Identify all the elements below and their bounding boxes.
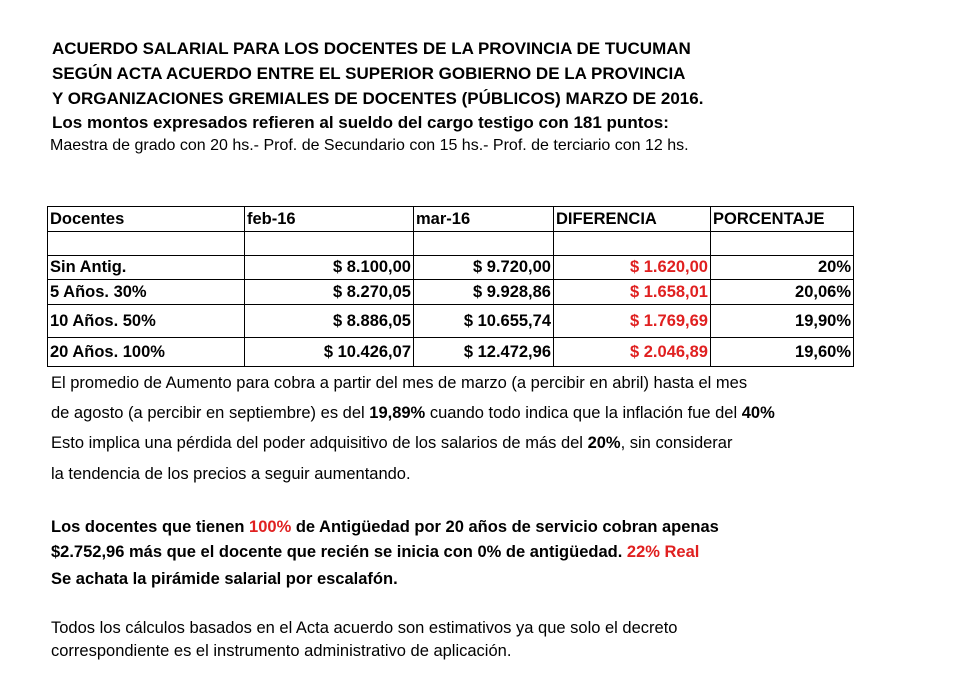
row-label: 10 Años. 50% [48,305,245,338]
empty-cell [245,232,414,256]
header-docentes: Docentes [48,207,245,232]
row-label: 20 Años. 100% [48,338,245,367]
paragraph-1-line-1: El promedio de Aumento para cobra a partir del mes de marzo (a percibir en abril) hasta el mes [51,374,748,392]
percent-value: 20,06% [711,280,854,305]
text-span: Esto implica una pérdida del poder adquisitivo de los salarios de más del [51,434,588,452]
paragraph-1-line-2 [51,404,775,423]
header-mar: mar-16 [414,207,554,232]
title-line-3: Y ORGANIZACIONES GREMIALES DE DOCENTES (PÚBLICOS) MARZO DE 2016. [52,89,704,108]
percent-value: 19,90% [711,305,854,338]
text-span: $2.752,96 más que el docente que recién se inicia con 0% de antigüedad. [51,543,627,561]
paragraph-3-line-2: correspondiente es el instrumento administrativo de aplicación. [51,642,512,660]
diff-value: $ 1.658,01 [554,280,711,305]
empty-cell [711,232,854,256]
title-line-1: ACUERDO SALARIAL PARA LOS DOCENTES DE LA PROVINCIA DE TUCUMAN [52,39,691,58]
table-empty-row [48,232,854,256]
title-line-2: SEGÚN ACTA ACUERDO ENTRE EL SUPERIOR GOBIERNO DE LA PROVINCIA [52,64,686,83]
table-row [48,280,854,305]
header-feb: feb-16 [245,207,414,232]
feb-value: $ 8.100,00 [245,256,414,280]
text-span: , sin considerar [620,434,733,452]
paragraph-2-line-1 [51,518,719,537]
empty-cell [48,232,245,256]
inflation-value: 40% [741,404,775,422]
loss-value: 20% [587,434,621,452]
percent-value: 20% [711,256,854,280]
diff-value: $ 1.769,69 [554,305,711,338]
text-span: Los docentes que tienen [51,518,250,536]
text-span: cuando todo indica que la inflación fue del [425,404,742,422]
text-span: de agosto (a percibir en septiembre) es del [51,404,370,422]
header-porcentaje: PORCENTAJE [711,207,854,232]
table-row [48,338,854,367]
feb-value: $ 8.270,05 [245,280,414,305]
title-line-4: Los montos expresados refieren al sueldo del cargo testigo con 181 puntos: [52,113,669,132]
mar-value: $ 9.928,86 [414,280,554,305]
paragraph-1-line-4: la tendencia de los precios a seguir aumentando. [51,465,411,483]
subtitle-line: Maestra de grado con 20 hs.- Prof. de Secundario con 15 hs.- Prof. de terciario con 12 hs. [50,137,689,154]
table-header-row [48,207,854,232]
empty-cell [554,232,711,256]
average-increase: 19,89% [369,404,426,422]
feb-value: $ 10.426,07 [245,338,414,367]
table-row [48,256,854,280]
paragraph-1-line-3 [51,434,732,453]
percent-value: 19,60% [711,338,854,367]
row-label: 5 Años. 30% [48,280,245,305]
text-span: de Antigüedad por 20 años de servicio cobran apenas [291,518,719,536]
paragraph-2-line-2 [51,543,699,562]
row-label: Sin Antig. [48,256,245,280]
salary-table [47,206,854,367]
table-row [48,305,854,338]
header-diferencia: DIFERENCIA [554,207,711,232]
seniority-percent: 100% [249,518,292,536]
real-percent: 22% Real [626,543,700,561]
mar-value: $ 12.472,96 [414,338,554,367]
feb-value: $ 8.886,05 [245,305,414,338]
diff-value: $ 1.620,00 [554,256,711,280]
paragraph-2-line-3: Se achata la pirámide salarial por escalafón. [51,570,398,588]
diff-value: $ 2.046,89 [554,338,711,367]
empty-cell [414,232,554,256]
paragraph-3-line-1: Todos los cálculos basados en el Acta acuerdo son estimativos ya que solo el decreto [51,619,678,637]
mar-value: $ 9.720,00 [414,256,554,280]
mar-value: $ 10.655,74 [414,305,554,338]
